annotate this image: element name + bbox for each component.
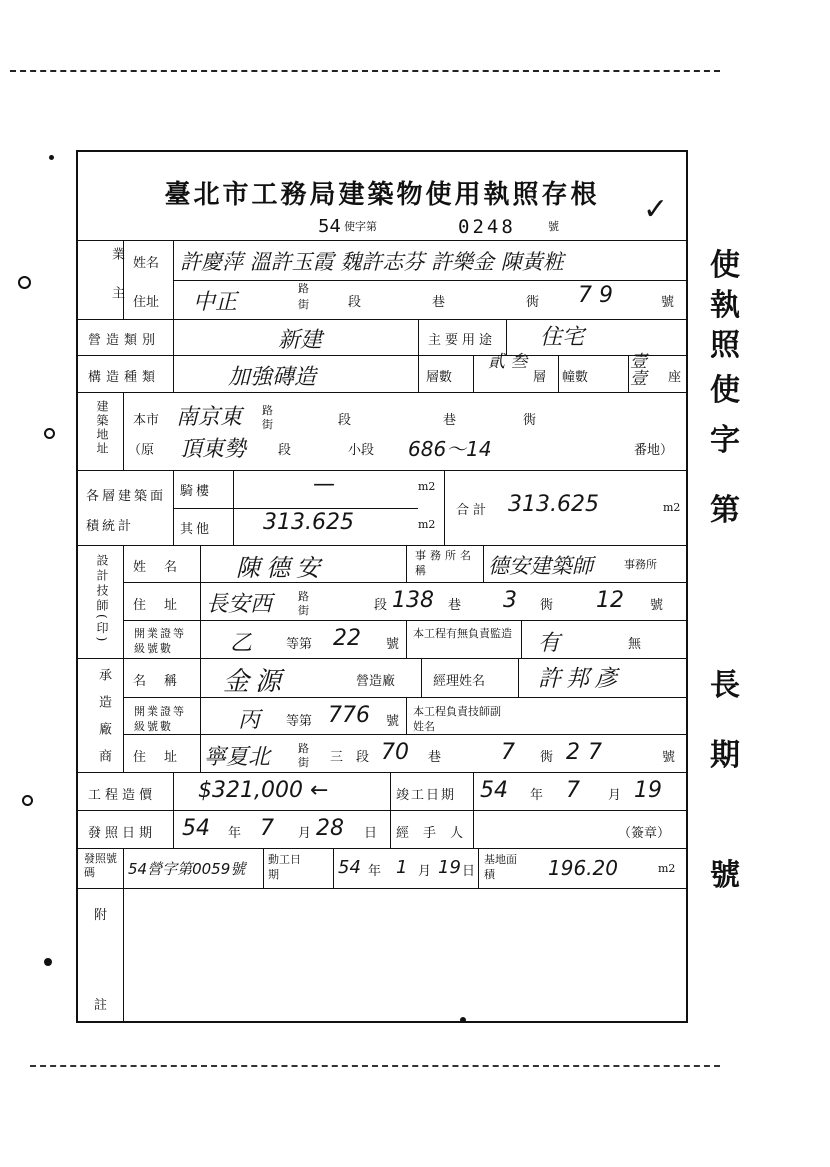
col-divider: [421, 658, 422, 697]
owners-value: 許慶萍 溫許玉霞 魏許志芬 許樂金 陳黃粧: [180, 250, 564, 274]
row-divider: [78, 392, 688, 393]
row-divider: [78, 470, 688, 471]
office-name-label: 事務所名稱: [415, 549, 475, 577]
manager-label: 經理姓名: [433, 674, 486, 689]
area-total-value: 313.625: [508, 492, 599, 517]
permit-code-label: 發照號碼: [84, 852, 117, 879]
contractor-grade-value: 丙: [238, 708, 261, 733]
floor-area-group-label: [86, 482, 166, 542]
contractor-name-value: 金源: [223, 667, 288, 697]
month-label: 月: [608, 788, 622, 803]
contractor-section-value: 三: [330, 750, 344, 765]
grade-label: 等第: [286, 637, 313, 652]
col-divider: [406, 620, 407, 658]
year-label: 年: [228, 826, 242, 841]
col-divider: [473, 355, 474, 392]
col-divider: [123, 888, 124, 1023]
firm-label: 營造廠: [356, 674, 396, 689]
strip-char: 長: [710, 668, 740, 703]
section-label: 段: [338, 413, 352, 428]
row-divider: [78, 888, 688, 889]
strip-char: 使: [710, 373, 740, 408]
designer-license-value: 22: [333, 626, 361, 651]
supervisor-label: 本工程有無負責監造: [413, 627, 512, 640]
month-label: 月: [418, 864, 432, 879]
m2-label: m2: [663, 501, 681, 514]
contractor-group-label: [94, 668, 113, 776]
none-label: 無: [628, 637, 642, 652]
contractor-license-value: 776: [328, 703, 370, 728]
name-label: 姓名: [133, 560, 196, 575]
road-label: 路: [298, 590, 309, 603]
section-label: 段: [374, 598, 388, 613]
col-divider: [444, 470, 445, 545]
name-label: 姓名: [133, 256, 160, 271]
owner-group-label: [92, 247, 124, 325]
address-label: 住址: [133, 598, 196, 613]
col-divider: [200, 545, 201, 772]
area-other-value: 313.625: [263, 510, 354, 535]
row-divider: [123, 734, 688, 735]
total-label: 合計: [456, 503, 491, 518]
construction-type-value: 新建: [278, 328, 323, 353]
owner-group-text: 業主: [109, 247, 124, 325]
area-arcade-value: —: [313, 472, 335, 497]
construction-type-label: 營造類別: [88, 333, 161, 348]
year-label: 年: [530, 788, 544, 803]
issue-month-value: 7: [260, 816, 274, 841]
strip-char: 使: [710, 248, 740, 283]
strip-char: 照: [710, 328, 740, 363]
completion-day-value: 19: [634, 778, 662, 803]
strip-char: 第: [710, 493, 740, 528]
street-label: 街: [262, 418, 273, 431]
col-divider: [123, 392, 124, 470]
floor-unit-label: 層: [533, 370, 547, 385]
completion-month-value: 7: [566, 778, 580, 803]
permit-word: 使字第: [344, 220, 377, 233]
contractor-number-value: 27: [566, 740, 610, 765]
alley-label: 衖: [526, 295, 540, 310]
cost-label: 工程造價: [88, 788, 157, 803]
street-label: 街: [298, 604, 309, 617]
col-divider: [478, 848, 479, 888]
site-lot-value: 686～14: [408, 437, 492, 461]
row-divider: [78, 848, 688, 849]
day-label: 日: [462, 864, 476, 879]
contractor-alley-value: 7: [501, 740, 515, 765]
grade-label: 等第: [286, 714, 313, 729]
seal-label: （簽章）: [618, 826, 671, 841]
lane-label: 巷: [432, 295, 446, 310]
strip-char: 期: [710, 738, 740, 773]
col-divider: [123, 848, 124, 888]
section-label: 段: [348, 295, 362, 310]
section-label: 段: [278, 443, 292, 458]
col-divider: [483, 545, 484, 582]
designer-number-value: 12: [596, 588, 624, 613]
number-label: 號: [386, 714, 400, 729]
col-divider: [390, 772, 391, 810]
start-year-value: 54: [338, 857, 361, 878]
handler-label: 經手人: [396, 826, 478, 841]
row-divider: [173, 280, 688, 281]
lane-label: 巷: [443, 413, 457, 428]
lane-label: 巷: [448, 598, 462, 613]
issue-date-label: 發照日期: [88, 826, 157, 841]
original-label: （原: [128, 443, 155, 458]
bottom-scan-line: [30, 1065, 720, 1067]
cost-value: $321,000 ←: [198, 778, 329, 803]
row-divider: [78, 658, 688, 659]
contractor-manager-value: 許邦彥: [538, 666, 622, 692]
license-label: 開業證等級號數: [134, 627, 186, 655]
building-unit-label: 座: [668, 370, 682, 385]
col-divider: [390, 810, 391, 848]
strip-char: 執: [710, 288, 740, 323]
permit-stub-form: [76, 150, 688, 1023]
site-group-text: 建築地址: [95, 400, 109, 456]
row-divider: [78, 772, 688, 773]
punch-hole: [44, 428, 55, 439]
supervision-value: 有: [538, 631, 561, 656]
col-divider: [263, 848, 264, 888]
strip-char: 號: [710, 858, 740, 893]
row-divider: [78, 319, 688, 320]
col-divider: [418, 355, 419, 392]
designer-grade-value: 乙: [230, 631, 253, 656]
col-divider: [173, 319, 174, 392]
tech-deputy-label: 本工程負責技師副姓名: [413, 705, 501, 733]
lot-no-label: 番地）: [634, 443, 674, 458]
main-use-value: 住宅: [540, 325, 585, 350]
address-label: 住址: [133, 750, 196, 765]
completion-year-value: 54: [480, 778, 508, 803]
owner-number: 7 9: [578, 283, 613, 308]
issue-year-value: 54: [182, 816, 210, 841]
remarks-label-bottom: 註: [94, 998, 108, 1013]
alley-label: 衖: [523, 413, 537, 428]
lane-label: 巷: [428, 750, 442, 765]
form-title: 臺北市工務局建築物使用執照存根: [164, 180, 600, 210]
section-label: 段: [356, 750, 370, 765]
m2-label: m2: [418, 480, 436, 493]
designer-office-value: 德安建築師: [488, 554, 593, 578]
floors-value: 貳 叁: [488, 352, 528, 372]
row-divider: [78, 355, 688, 356]
right-edge-strip: [700, 230, 820, 910]
speck: [49, 155, 54, 160]
start-day-value: 19: [438, 857, 461, 878]
number-label: 號: [650, 598, 664, 613]
designer-name-value: 陳德安: [236, 554, 326, 582]
m2-label: m2: [418, 518, 436, 531]
designer-lane-value: 138: [392, 588, 434, 613]
permit-year: 54: [318, 216, 341, 237]
remarks-label-top: 附: [94, 908, 108, 923]
permit-code-value: 54營字第0059號: [128, 860, 246, 878]
contractor-road-value: 寧夏北: [204, 745, 271, 770]
col-divider: [518, 658, 519, 697]
start-month-value: 1: [396, 857, 408, 878]
col-divider: [406, 545, 407, 582]
designer-group-label: [94, 554, 111, 644]
contractor-lane-value: 70: [381, 740, 409, 765]
site-road-value: 南京東: [176, 405, 243, 430]
permit-number: 0248: [458, 216, 516, 238]
day-label: 日: [364, 826, 378, 841]
row-divider: [78, 240, 688, 241]
street-label: 街: [298, 756, 309, 769]
col-divider: [333, 848, 334, 888]
start-date-label: 動工日期: [268, 853, 301, 881]
designer-road-value: 長安西: [206, 592, 273, 617]
buildings-value: 壹 壹: [630, 352, 647, 389]
owner-district: 中正: [193, 290, 238, 315]
office-label: 事務所: [624, 558, 657, 571]
road-label: 路: [298, 742, 309, 755]
m2-label: m2: [658, 862, 676, 875]
punch-hole: [22, 795, 33, 806]
alley-label: 衖: [540, 598, 554, 613]
month-label: 月: [298, 826, 312, 841]
main-use-label: 主要用途: [428, 333, 497, 348]
row-divider: [78, 810, 688, 811]
col-divider: [173, 810, 174, 848]
site-area-value: 196.20: [548, 856, 618, 880]
structure-value: 加強磚造: [228, 365, 317, 390]
subsection-label: 小段: [348, 443, 375, 458]
floors-label: 層數: [426, 370, 453, 385]
col-divider: [406, 697, 407, 734]
speck: [44, 958, 52, 966]
other-label: 其他: [180, 522, 213, 537]
permit-suffix: 號: [548, 220, 559, 233]
col-divider: [558, 355, 559, 392]
issue-day-value: 28: [316, 816, 344, 841]
designer-group-text: 設計技師(印): [95, 554, 109, 645]
punch-hole: [18, 276, 31, 289]
row-divider: [173, 508, 418, 509]
col-divider: [123, 545, 124, 772]
floor-area-group-text: 各層建築面積統計: [86, 489, 167, 534]
arcade-label: 騎樓: [180, 484, 213, 499]
check-mark: ✓: [643, 192, 669, 227]
number-label: 號: [386, 637, 400, 652]
col-divider: [173, 470, 174, 545]
alley-label: 衖: [540, 750, 554, 765]
this-city-label: 本市: [133, 413, 160, 428]
number-label: 號: [662, 750, 676, 765]
road-label: 路: [262, 404, 273, 417]
col-divider: [506, 319, 507, 355]
site-orig-section: 頂東勢: [180, 437, 247, 462]
address-label: 住址: [133, 295, 160, 310]
contractor-group-text: 承造廠商: [96, 668, 111, 776]
top-scan-line: [10, 70, 720, 72]
road-label: 路: [298, 282, 309, 295]
number-label: 號: [661, 295, 675, 310]
col-divider: [173, 772, 174, 810]
designer-alley-value: 3: [503, 588, 517, 613]
license-label: 開業證等級號數: [134, 705, 186, 733]
buildings-label: 幢數: [562, 370, 589, 385]
year-label: 年: [368, 864, 382, 879]
street-label: 街: [298, 298, 309, 311]
col-divider: [173, 240, 174, 319]
completion-date-label: 竣工日期: [396, 788, 457, 803]
col-divider: [418, 319, 419, 355]
col-divider: [233, 470, 234, 545]
firm-name-label: 名稱: [133, 674, 196, 689]
site-group-label: [94, 400, 111, 456]
row-divider: [123, 582, 688, 583]
col-divider: [521, 620, 522, 658]
structure-type-label: 構造種類: [88, 370, 161, 385]
col-divider: [628, 355, 629, 392]
strip-char: 字: [710, 423, 740, 458]
row-divider: [78, 545, 688, 546]
site-area-label: 基地面積: [484, 853, 517, 881]
